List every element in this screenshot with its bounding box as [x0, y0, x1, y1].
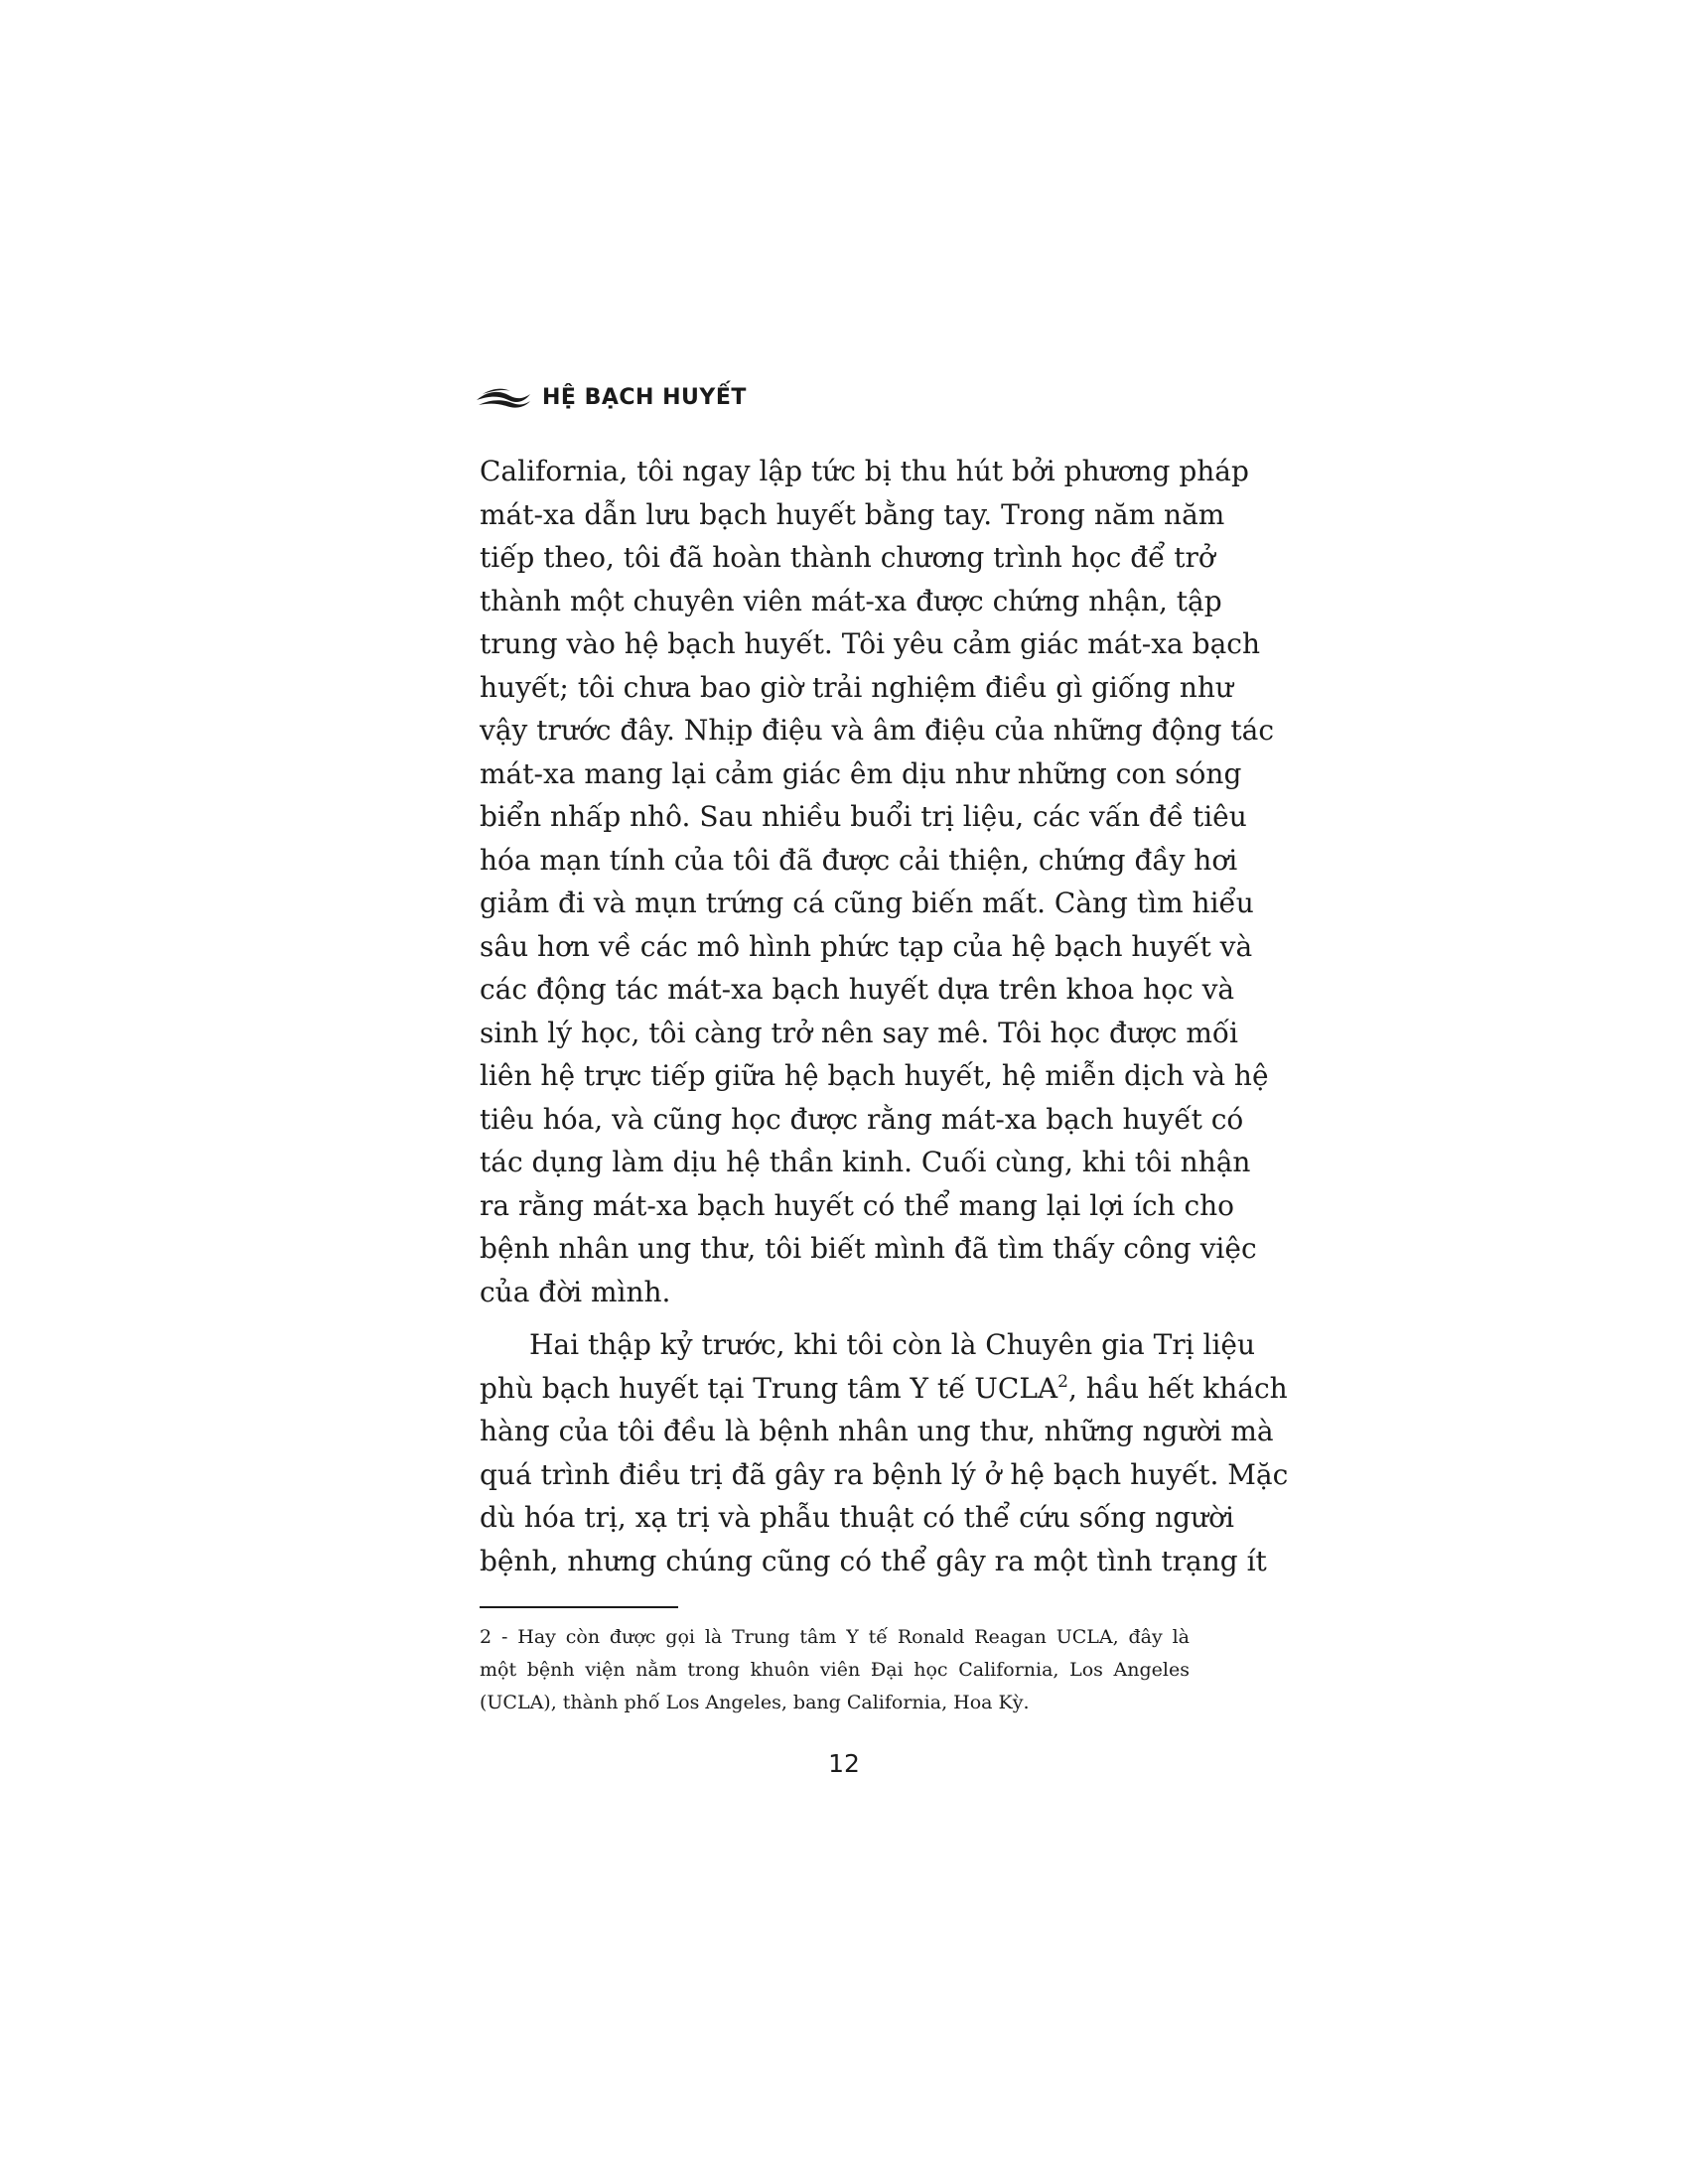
text-line: hóa mạn tính của tôi đã được cải thiện, chứng đầy hơi [480, 843, 1238, 877]
text-segment: phù bạch huyết tại Trung tâm Y tế UCLA [480, 1371, 1058, 1405]
text-line: tiếp theo, tôi đã hoàn thành chương trình học để trở [480, 541, 1215, 574]
running-head-title: HỆ BẠCH HUYẾT [542, 384, 747, 410]
text-line: quá trình điều trị đã gây ra bệnh lý ở hệ bạch huyết. Mặc [480, 1457, 1289, 1491]
text-line: huyết; tôi chưa bao giờ trải nghiệm điều gì giống như [480, 670, 1233, 704]
footnote-line: một bệnh viện nằm trong khuôn viên Đại học California, Los Angeles [480, 1659, 1190, 1681]
text-segment: , hầu hết khách [1067, 1371, 1288, 1405]
text-line: mát-xa mang lại cảm giác êm dịu như những con sóng [480, 756, 1242, 790]
text-line: sâu hơn về các mô hình phức tạp của hệ bạch huyết và [480, 929, 1253, 963]
text-line: ra rằng mát-xa bạch huyết có thể mang lại lợi ích cho [480, 1188, 1235, 1222]
text-line: tác dụng làm dịu hệ thần kinh. Cuối cùng, khi tôi nhận [480, 1146, 1251, 1178]
paragraph-1 [480, 450, 1275, 1313]
page-number: 12 [828, 1749, 860, 1778]
text-line: California, tôi ngay lập tức bị thu hút bởi phương pháp [480, 455, 1249, 487]
footnote-line: (UCLA), thành phố Los Angeles, bang California, Hoa Kỳ. [480, 1692, 1030, 1713]
text-line: vậy trước đây. Nhịp điệu và âm điệu của những động tác [480, 714, 1275, 747]
text-line: giảm đi và mụn trứng cá cũng biến mất. Càng tìm hiểu [480, 887, 1254, 919]
text-line: thành một chuyên viên mát-xa được chứng nhận, tập [480, 584, 1222, 617]
text-line: biển nhấp nhô. Sau nhiều buổi trị liệu, các vấn đề tiêu [480, 800, 1247, 833]
text-line: hàng của tôi đều là bệnh nhân ung thư, những người mà [480, 1415, 1274, 1447]
text-line: tiêu hóa, và cũng học được rằng mát-xa bạch huyết có [480, 1102, 1244, 1136]
text-line-with-footnote-ref [480, 1367, 1288, 1411]
paragraph-2 [480, 1323, 1289, 1582]
text-line: dù hóa trị, xạ trị và phẫu thuật có thể cứu sống người [480, 1501, 1234, 1534]
text-line: sinh lý học, tôi càng trở nên say mê. Tôi học được mối [480, 1016, 1238, 1049]
footnote-line: 2 - Hay còn được gọi là Trung tâm Y tế Ronald Reagan UCLA, đây là [480, 1626, 1190, 1648]
footnote-ref: 2 [1057, 1371, 1068, 1392]
text-line: của đời mình. [480, 1275, 671, 1308]
text-line: các động tác mát-xa bạch huyết dựa trên khoa học và [480, 973, 1235, 1006]
text-line: Hai thập kỷ trước, khi tôi còn là Chuyên gia Trị liệu [529, 1328, 1256, 1361]
body-text [480, 450, 1289, 1582]
wave-ornament-icon [475, 384, 532, 410]
text-line: bệnh nhân ung thư, tôi biết mình đã tìm thấy công việc [480, 1232, 1257, 1265]
footnote-divider [480, 1606, 678, 1608]
footnote [480, 1621, 1190, 1719]
running-head [475, 377, 747, 417]
text-line: liên hệ trực tiếp giữa hệ bạch huyết, hệ miễn dịch và hệ [480, 1059, 1269, 1092]
text-line: mát-xa dẫn lưu bạch huyết bằng tay. Trong năm năm [480, 497, 1225, 531]
text-line: trung vào hệ bạch huyết. Tôi yêu cảm giác mát-xa bạch [480, 627, 1260, 660]
text-line: bệnh, nhưng chúng cũng có thể gây ra một tình trạng ít [480, 1544, 1267, 1577]
